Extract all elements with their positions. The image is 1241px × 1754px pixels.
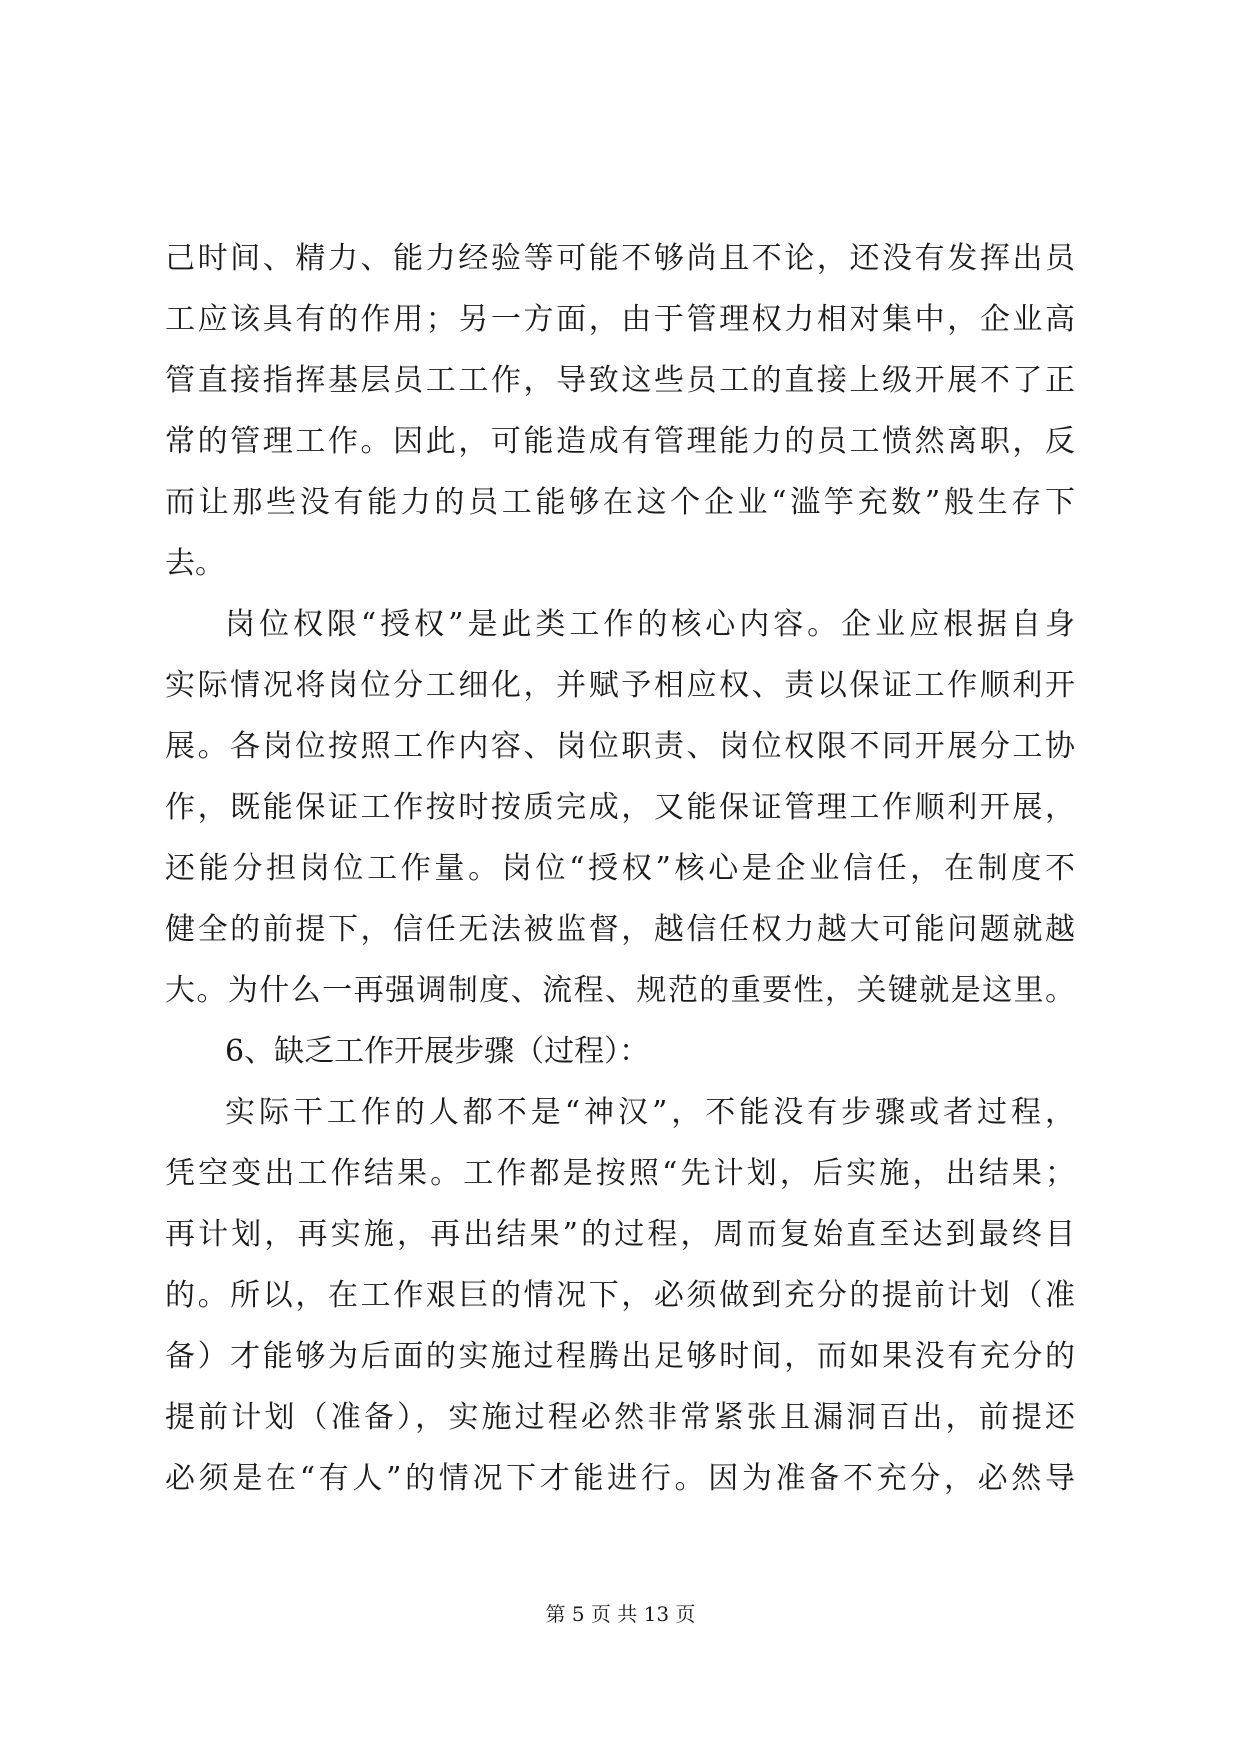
text-line: 再计划，再实施，再出结果”的过程，周而复始直至达到最终目	[165, 1217, 1075, 1252]
text-line: 展。各岗位按照工作内容、岗位职责、岗位权限不同开展分工协	[165, 729, 1075, 764]
text-line: 作，既能保证工作按时按质完成，又能保证管理工作顺利开展，	[165, 790, 1075, 825]
text-line: 己时间、精力、能力经验等可能不够尚且不论，还没有发挥出员	[165, 241, 1075, 276]
page-footer: 第 5 页 共 13 页	[545, 1602, 696, 1626]
text-line: 必须是在“有人”的情况下才能进行。因为准备不充分，必然导	[165, 1461, 1075, 1496]
text-line: 常的管理工作。因此，可能造成有管理能力的员工愤然离职，反	[165, 424, 1075, 459]
text-line: 还能分担岗位工作量。岗位“授权”核心是企业信任，在制度不	[165, 851, 1075, 886]
text-line: 工应该具有的作用；另一方面，由于管理权力相对集中，企业高	[165, 302, 1075, 337]
body-text	[165, 228, 1075, 1509]
text-line: 管直接指挥基层员工工作，导致这些员工的直接上级开展不了正	[165, 363, 1075, 398]
text-line: 岗位权限“授权”是此类工作的核心内容。企业应根据自身	[225, 607, 1075, 642]
text-line: 健全的前提下，信任无法被监督，越信任权力越大可能问题就越	[165, 912, 1075, 947]
text-line: 凭空变出工作结果。工作都是按照“先计划，后实施，出结果；	[165, 1156, 1075, 1191]
section-heading: 6、缺乏工作开展步骤（过程）：	[225, 1034, 650, 1069]
text-line: 提前计划（准备），实施过程必然非常紧张且漏洞百出，前提还	[165, 1400, 1075, 1435]
text-line: 去。	[165, 546, 225, 581]
text-line: 实际情况将岗位分工细化，并赋予相应权、责以保证工作顺利开	[165, 668, 1075, 703]
text-line: 备）才能够为后面的实施过程腾出足够时间，而如果没有充分的	[165, 1339, 1075, 1374]
text-line: 实际干工作的人都不是“神汉”，不能没有步骤或者过程，	[225, 1095, 1075, 1130]
text-line: 大。为什么一再强调制度、流程、规范的重要性，关键就是这里。	[165, 973, 1075, 1008]
text-line: 的。所以，在工作艰巨的情况下，必须做到充分的提前计划（准	[165, 1278, 1075, 1313]
text-line: 而让那些没有能力的员工能够在这个企业“滥竽充数”般生存下	[165, 485, 1075, 520]
